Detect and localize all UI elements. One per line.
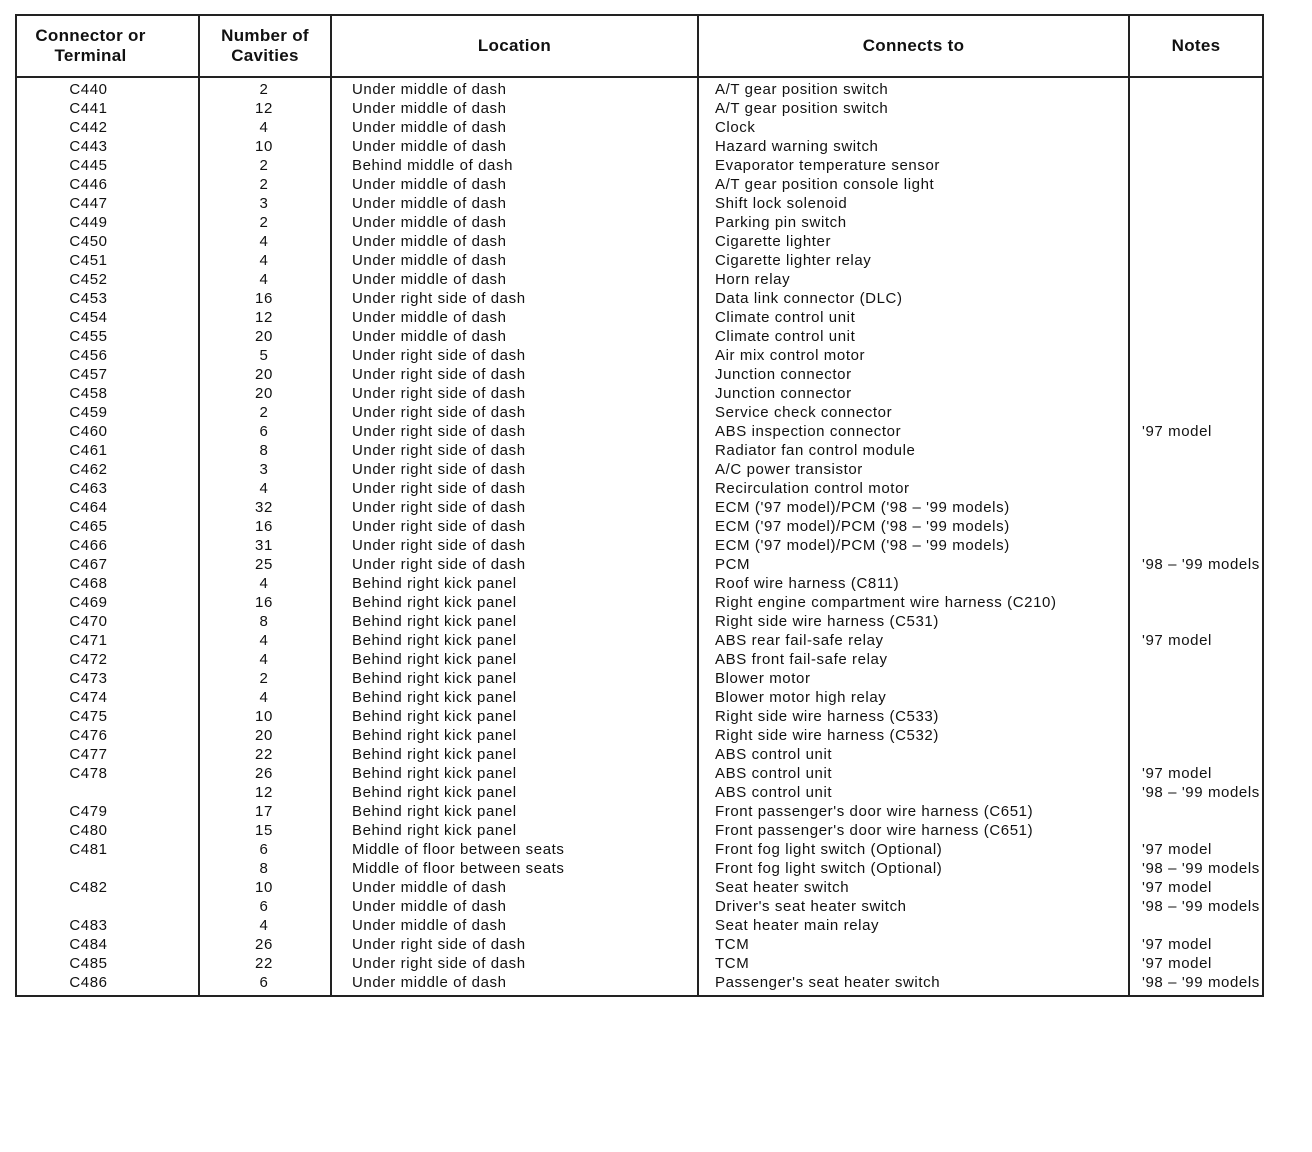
connects-to-cell: Front fog light switch (Optional) xyxy=(698,840,1129,859)
connector-cell: C445 xyxy=(16,156,199,175)
location-cell: Under middle of dash xyxy=(331,308,698,327)
connector-cell: C461 xyxy=(16,441,199,460)
connects-to-cell: ABS front fail-safe relay xyxy=(698,650,1129,669)
cavities-cell: 6 xyxy=(199,840,331,859)
location-cell: Middle of floor between seats xyxy=(331,840,698,859)
header-row xyxy=(16,15,1263,77)
connector-cell: C469 xyxy=(16,593,199,612)
connects-to-cell: Climate control unit xyxy=(698,327,1129,346)
location-cell: Under middle of dash xyxy=(331,916,698,935)
cavities-cell: 10 xyxy=(199,878,331,897)
location-cell: Under middle of dash xyxy=(331,213,698,232)
connects-to-cell: Right side wire harness (C531) xyxy=(698,612,1129,631)
notes-cell: '98 – '99 models xyxy=(1129,973,1263,996)
connector-cell: C449 xyxy=(16,213,199,232)
cavities-cell: 4 xyxy=(199,479,331,498)
cavities-cell: 2 xyxy=(199,77,331,99)
table-row xyxy=(16,574,1263,593)
cavities-cell: 8 xyxy=(199,441,331,460)
location-cell: Behind right kick panel xyxy=(331,745,698,764)
header-notes: Notes xyxy=(1129,15,1263,77)
notes-cell: '98 – '99 models xyxy=(1129,897,1263,916)
table-row xyxy=(16,346,1263,365)
connector-cell xyxy=(16,783,199,802)
location-cell: Under right side of dash xyxy=(331,536,698,555)
connector-cell: C447 xyxy=(16,194,199,213)
table-row xyxy=(16,422,1263,441)
connects-to-cell: Service check connector xyxy=(698,403,1129,422)
notes-cell xyxy=(1129,726,1263,745)
connects-to-cell: Junction connector xyxy=(698,384,1129,403)
table-row xyxy=(16,821,1263,840)
cavities-cell: 2 xyxy=(199,156,331,175)
notes-cell xyxy=(1129,308,1263,327)
connects-to-cell: Seat heater switch xyxy=(698,878,1129,897)
cavities-cell: 20 xyxy=(199,384,331,403)
notes-cell xyxy=(1129,916,1263,935)
table-row xyxy=(16,650,1263,669)
connects-to-cell: Front passenger's door wire harness (C651) xyxy=(698,802,1129,821)
table-body xyxy=(16,77,1263,996)
notes-cell xyxy=(1129,156,1263,175)
connector-cell: C443 xyxy=(16,137,199,156)
location-cell: Behind right kick panel xyxy=(331,669,698,688)
connects-to-cell: Parking pin switch xyxy=(698,213,1129,232)
location-cell: Under right side of dash xyxy=(331,479,698,498)
location-cell: Under right side of dash xyxy=(331,422,698,441)
location-cell: Under right side of dash xyxy=(331,346,698,365)
location-cell: Behind right kick panel xyxy=(331,821,698,840)
connects-to-cell: ABS inspection connector xyxy=(698,422,1129,441)
connector-cell: C460 xyxy=(16,422,199,441)
location-cell: Under right side of dash xyxy=(331,517,698,536)
notes-cell xyxy=(1129,498,1263,517)
cavities-cell: 20 xyxy=(199,327,331,346)
cavities-cell: 8 xyxy=(199,612,331,631)
location-cell: Under right side of dash xyxy=(331,460,698,479)
notes-cell xyxy=(1129,745,1263,764)
notes-cell xyxy=(1129,118,1263,137)
table-row xyxy=(16,460,1263,479)
connector-cell: C450 xyxy=(16,232,199,251)
table-row xyxy=(16,802,1263,821)
connects-to-cell: Passenger's seat heater switch xyxy=(698,973,1129,996)
table-row xyxy=(16,384,1263,403)
cavities-cell: 4 xyxy=(199,251,331,270)
connects-to-cell: ABS control unit xyxy=(698,783,1129,802)
connects-to-cell: Shift lock solenoid xyxy=(698,194,1129,213)
connector-cell: C479 xyxy=(16,802,199,821)
table-row xyxy=(16,327,1263,346)
connects-to-cell: PCM xyxy=(698,555,1129,574)
connector-cell: C455 xyxy=(16,327,199,346)
table-row xyxy=(16,270,1263,289)
connector-cell: C453 xyxy=(16,289,199,308)
cavities-cell: 20 xyxy=(199,365,331,384)
connects-to-cell: Radiator fan control module xyxy=(698,441,1129,460)
cavities-cell: 4 xyxy=(199,232,331,251)
cavities-cell: 4 xyxy=(199,916,331,935)
connects-to-cell: A/T gear position switch xyxy=(698,77,1129,99)
location-cell: Behind right kick panel xyxy=(331,650,698,669)
cavities-cell: 4 xyxy=(199,688,331,707)
connector-cell: C484 xyxy=(16,935,199,954)
cavities-cell: 6 xyxy=(199,422,331,441)
connector-cell: C446 xyxy=(16,175,199,194)
connects-to-cell: Horn relay xyxy=(698,270,1129,289)
table-row xyxy=(16,878,1263,897)
connector-cell: C471 xyxy=(16,631,199,650)
location-cell: Under middle of dash xyxy=(331,251,698,270)
notes-cell xyxy=(1129,384,1263,403)
cavities-cell: 16 xyxy=(199,517,331,536)
connector-cell: C467 xyxy=(16,555,199,574)
connector-cell: C465 xyxy=(16,517,199,536)
connector-cell: C451 xyxy=(16,251,199,270)
notes-cell xyxy=(1129,137,1263,156)
connects-to-cell: Junction connector xyxy=(698,365,1129,384)
location-cell: Under middle of dash xyxy=(331,118,698,137)
connector-cell: C472 xyxy=(16,650,199,669)
table-row xyxy=(16,669,1263,688)
cavities-cell: 10 xyxy=(199,707,331,726)
cavities-cell: 4 xyxy=(199,631,331,650)
cavities-cell: 2 xyxy=(199,403,331,422)
connects-to-cell: ECM ('97 model)/PCM ('98 – '99 models) xyxy=(698,517,1129,536)
cavities-cell: 12 xyxy=(199,99,331,118)
location-cell: Under right side of dash xyxy=(331,441,698,460)
location-cell: Under middle of dash xyxy=(331,973,698,996)
table-row xyxy=(16,517,1263,536)
table-row xyxy=(16,308,1263,327)
table-row xyxy=(16,726,1263,745)
notes-cell xyxy=(1129,574,1263,593)
table-row xyxy=(16,631,1263,650)
table-row xyxy=(16,536,1263,555)
notes-cell xyxy=(1129,688,1263,707)
table-row xyxy=(16,77,1263,99)
table-row xyxy=(16,897,1263,916)
connects-to-cell: ECM ('97 model)/PCM ('98 – '99 models) xyxy=(698,498,1129,517)
connects-to-cell: A/C power transistor xyxy=(698,460,1129,479)
location-cell: Behind right kick panel xyxy=(331,783,698,802)
table-row xyxy=(16,954,1263,973)
connector-cell: C468 xyxy=(16,574,199,593)
cavities-cell: 4 xyxy=(199,270,331,289)
table-row xyxy=(16,783,1263,802)
location-cell: Under middle of dash xyxy=(331,194,698,213)
notes-cell xyxy=(1129,346,1263,365)
notes-cell: '97 model xyxy=(1129,422,1263,441)
location-cell: Under right side of dash xyxy=(331,365,698,384)
connects-to-cell: Clock xyxy=(698,118,1129,137)
table-row xyxy=(16,593,1263,612)
location-cell: Behind right kick panel xyxy=(331,574,698,593)
connector-cell: C485 xyxy=(16,954,199,973)
table-row xyxy=(16,213,1263,232)
cavities-cell: 5 xyxy=(199,346,331,365)
notes-cell xyxy=(1129,213,1263,232)
table-row xyxy=(16,403,1263,422)
notes-cell xyxy=(1129,441,1263,460)
cavities-cell: 26 xyxy=(199,935,331,954)
table-row xyxy=(16,118,1263,137)
connects-to-cell: Driver's seat heater switch xyxy=(698,897,1129,916)
connector-cell: C482 xyxy=(16,878,199,897)
table-row xyxy=(16,555,1263,574)
table-row xyxy=(16,498,1263,517)
cavities-cell: 12 xyxy=(199,308,331,327)
cavities-cell: 22 xyxy=(199,745,331,764)
connects-to-cell: Right side wire harness (C533) xyxy=(698,707,1129,726)
connector-cell xyxy=(16,897,199,916)
notes-cell xyxy=(1129,403,1263,422)
connects-to-cell: Cigarette lighter relay xyxy=(698,251,1129,270)
notes-cell: '97 model xyxy=(1129,954,1263,973)
header-connector: Connector or Terminal xyxy=(16,15,199,77)
cavities-cell: 12 xyxy=(199,783,331,802)
table-row xyxy=(16,688,1263,707)
table-row xyxy=(16,916,1263,935)
notes-cell: '97 model xyxy=(1129,935,1263,954)
cavities-cell: 22 xyxy=(199,954,331,973)
table-row xyxy=(16,232,1263,251)
table-row xyxy=(16,973,1263,996)
connector-cell: C466 xyxy=(16,536,199,555)
table-row xyxy=(16,840,1263,859)
notes-cell xyxy=(1129,99,1263,118)
notes-cell xyxy=(1129,536,1263,555)
cavities-cell: 16 xyxy=(199,593,331,612)
connector-cell: C457 xyxy=(16,365,199,384)
location-cell: Under middle of dash xyxy=(331,327,698,346)
header-connects-to: Connects to xyxy=(698,15,1129,77)
cavities-cell: 31 xyxy=(199,536,331,555)
connects-to-cell: Front passenger's door wire harness (C651) xyxy=(698,821,1129,840)
connector-cell xyxy=(16,859,199,878)
cavities-cell: 4 xyxy=(199,650,331,669)
connects-to-cell: Hazard warning switch xyxy=(698,137,1129,156)
location-cell: Behind right kick panel xyxy=(331,764,698,783)
location-cell: Under middle of dash xyxy=(331,99,698,118)
connector-cell: C458 xyxy=(16,384,199,403)
table-row xyxy=(16,156,1263,175)
connects-to-cell: TCM xyxy=(698,954,1129,973)
notes-cell xyxy=(1129,175,1263,194)
notes-cell xyxy=(1129,365,1263,384)
connector-cell: C452 xyxy=(16,270,199,289)
notes-cell xyxy=(1129,612,1263,631)
notes-cell: '98 – '99 models xyxy=(1129,555,1263,574)
location-cell: Under middle of dash xyxy=(331,878,698,897)
notes-cell xyxy=(1129,802,1263,821)
cavities-cell: 10 xyxy=(199,137,331,156)
location-cell: Behind right kick panel xyxy=(331,688,698,707)
connector-cell: C480 xyxy=(16,821,199,840)
location-cell: Under middle of dash xyxy=(331,137,698,156)
notes-cell: '97 model xyxy=(1129,764,1263,783)
table-row xyxy=(16,175,1263,194)
cavities-cell: 15 xyxy=(199,821,331,840)
connector-cell: C481 xyxy=(16,840,199,859)
cavities-cell: 2 xyxy=(199,213,331,232)
connects-to-cell: ABS control unit xyxy=(698,745,1129,764)
location-cell: Under right side of dash xyxy=(331,403,698,422)
location-cell: Under middle of dash xyxy=(331,232,698,251)
header-location: Location xyxy=(331,15,698,77)
notes-cell xyxy=(1129,77,1263,99)
notes-cell xyxy=(1129,270,1263,289)
connector-cell: C454 xyxy=(16,308,199,327)
table-row xyxy=(16,441,1263,460)
table-row xyxy=(16,764,1263,783)
cavities-cell: 2 xyxy=(199,669,331,688)
connects-to-cell: ABS rear fail-safe relay xyxy=(698,631,1129,650)
connects-to-cell: A/T gear position console light xyxy=(698,175,1129,194)
notes-cell: '97 model xyxy=(1129,878,1263,897)
location-cell: Under right side of dash xyxy=(331,935,698,954)
connects-to-cell: Air mix control motor xyxy=(698,346,1129,365)
cavities-cell: 6 xyxy=(199,973,331,996)
table-row xyxy=(16,745,1263,764)
location-cell: Under right side of dash xyxy=(331,384,698,403)
connects-to-cell: Blower motor high relay xyxy=(698,688,1129,707)
notes-cell xyxy=(1129,517,1263,536)
cavities-cell: 4 xyxy=(199,574,331,593)
notes-cell xyxy=(1129,194,1263,213)
connects-to-cell: Blower motor xyxy=(698,669,1129,688)
location-cell: Under right side of dash xyxy=(331,954,698,973)
table-row xyxy=(16,935,1263,954)
table-row xyxy=(16,365,1263,384)
connects-to-cell: Right engine compartment wire harness (C210) xyxy=(698,593,1129,612)
connects-to-cell: Front fog light switch (Optional) xyxy=(698,859,1129,878)
cavities-cell: 4 xyxy=(199,118,331,137)
connector-cell: C483 xyxy=(16,916,199,935)
connector-cell: C476 xyxy=(16,726,199,745)
connector-table xyxy=(15,14,1264,997)
connects-to-cell: Data link connector (DLC) xyxy=(698,289,1129,308)
notes-cell xyxy=(1129,479,1263,498)
table-row xyxy=(16,612,1263,631)
connects-to-cell: Evaporator temperature sensor xyxy=(698,156,1129,175)
connector-cell: C463 xyxy=(16,479,199,498)
notes-cell: '98 – '99 models xyxy=(1129,859,1263,878)
header-cavities: Number of Cavities xyxy=(199,15,331,77)
connector-cell: C462 xyxy=(16,460,199,479)
cavities-cell: 3 xyxy=(199,194,331,213)
notes-cell: '97 model xyxy=(1129,840,1263,859)
location-cell: Under middle of dash xyxy=(331,270,698,289)
cavities-cell: 17 xyxy=(199,802,331,821)
notes-cell xyxy=(1129,232,1263,251)
connector-cell: C474 xyxy=(16,688,199,707)
notes-cell: '97 model xyxy=(1129,631,1263,650)
connects-to-cell: Seat heater main relay xyxy=(698,916,1129,935)
notes-cell: '98 – '99 models xyxy=(1129,783,1263,802)
table-row xyxy=(16,859,1263,878)
connects-to-cell: ECM ('97 model)/PCM ('98 – '99 models) xyxy=(698,536,1129,555)
notes-cell xyxy=(1129,327,1263,346)
connects-to-cell: Cigarette lighter xyxy=(698,232,1129,251)
connector-cell: C473 xyxy=(16,669,199,688)
notes-cell xyxy=(1129,593,1263,612)
connector-cell: C464 xyxy=(16,498,199,517)
connector-cell: C478 xyxy=(16,764,199,783)
location-cell: Behind right kick panel xyxy=(331,631,698,650)
connector-cell: C440 xyxy=(16,77,199,99)
location-cell: Behind right kick panel xyxy=(331,593,698,612)
cavities-cell: 32 xyxy=(199,498,331,517)
connects-to-cell: Climate control unit xyxy=(698,308,1129,327)
connects-to-cell: Right side wire harness (C532) xyxy=(698,726,1129,745)
notes-cell xyxy=(1129,251,1263,270)
connector-cell: C475 xyxy=(16,707,199,726)
connects-to-cell: A/T gear position switch xyxy=(698,99,1129,118)
connects-to-cell: ABS control unit xyxy=(698,764,1129,783)
table-row xyxy=(16,289,1263,308)
connector-cell: C456 xyxy=(16,346,199,365)
location-cell: Behind right kick panel xyxy=(331,612,698,631)
location-cell: Under middle of dash xyxy=(331,175,698,194)
connects-to-cell: Recirculation control motor xyxy=(698,479,1129,498)
notes-cell xyxy=(1129,650,1263,669)
notes-cell xyxy=(1129,460,1263,479)
location-cell: Under middle of dash xyxy=(331,77,698,99)
location-cell: Under right side of dash xyxy=(331,555,698,574)
table-row xyxy=(16,99,1263,118)
cavities-cell: 8 xyxy=(199,859,331,878)
connector-cell: C441 xyxy=(16,99,199,118)
location-cell: Under middle of dash xyxy=(331,897,698,916)
table-row xyxy=(16,479,1263,498)
cavities-cell: 2 xyxy=(199,175,331,194)
cavities-cell: 25 xyxy=(199,555,331,574)
connector-cell: C470 xyxy=(16,612,199,631)
connects-to-cell: TCM xyxy=(698,935,1129,954)
table-row xyxy=(16,251,1263,270)
notes-cell xyxy=(1129,669,1263,688)
connects-to-cell: Roof wire harness (C811) xyxy=(698,574,1129,593)
connector-cell: C459 xyxy=(16,403,199,422)
location-cell: Behind right kick panel xyxy=(331,726,698,745)
location-cell: Middle of floor between seats xyxy=(331,859,698,878)
location-cell: Under right side of dash xyxy=(331,289,698,308)
connector-cell: C486 xyxy=(16,973,199,996)
cavities-cell: 26 xyxy=(199,764,331,783)
notes-cell xyxy=(1129,289,1263,308)
table-row xyxy=(16,707,1263,726)
cavities-cell: 16 xyxy=(199,289,331,308)
notes-cell xyxy=(1129,821,1263,840)
table-row xyxy=(16,194,1263,213)
cavities-cell: 3 xyxy=(199,460,331,479)
connector-cell: C442 xyxy=(16,118,199,137)
location-cell: Behind right kick panel xyxy=(331,802,698,821)
table-row xyxy=(16,137,1263,156)
cavities-cell: 20 xyxy=(199,726,331,745)
location-cell: Behind right kick panel xyxy=(331,707,698,726)
location-cell: Behind middle of dash xyxy=(331,156,698,175)
location-cell: Under right side of dash xyxy=(331,498,698,517)
cavities-cell: 6 xyxy=(199,897,331,916)
notes-cell xyxy=(1129,707,1263,726)
connector-cell: C477 xyxy=(16,745,199,764)
